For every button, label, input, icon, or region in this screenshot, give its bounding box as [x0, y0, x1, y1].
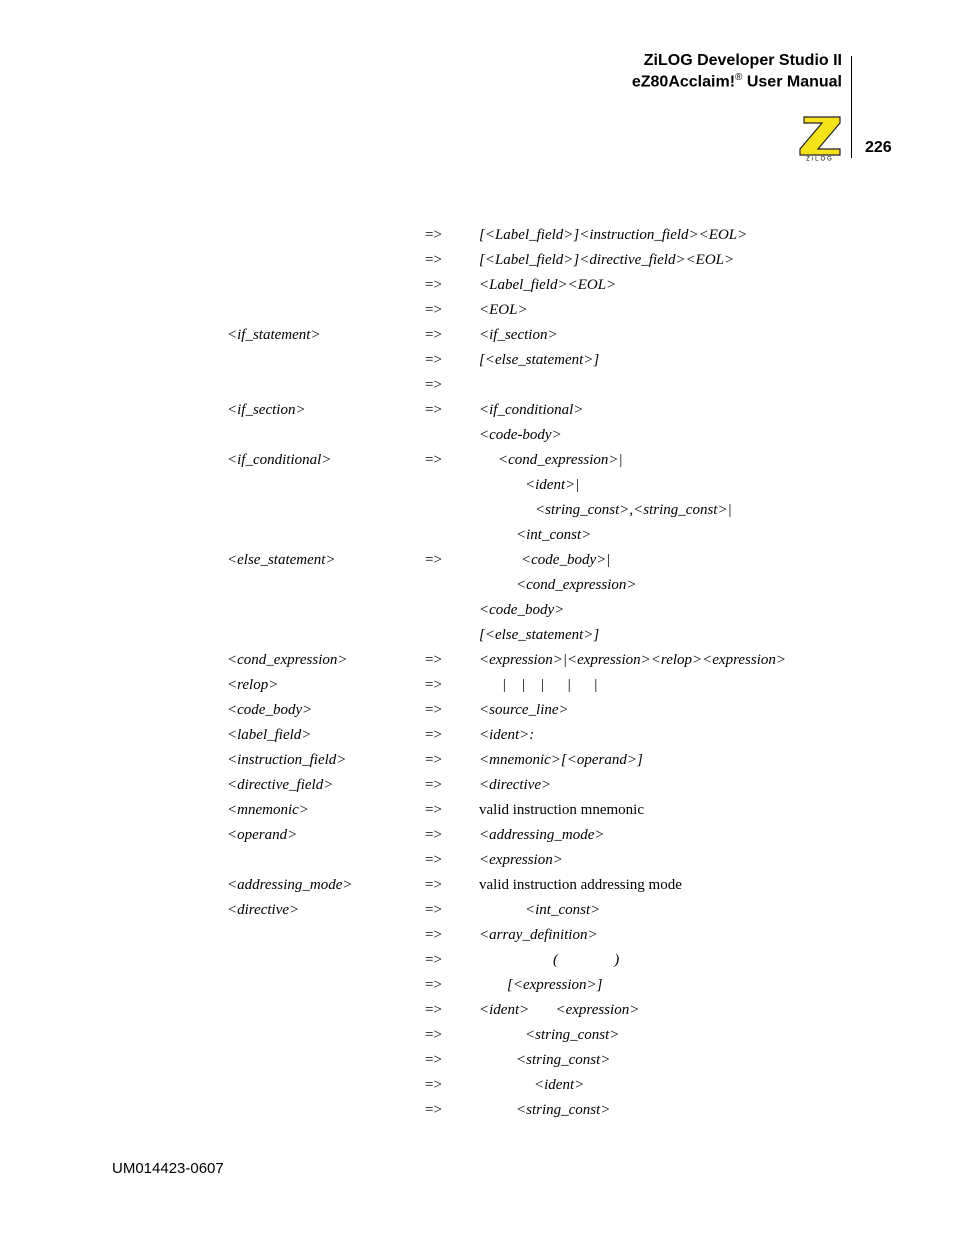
grammar-arrow: =>: [425, 927, 442, 943]
grammar-rhs: <mnemonic>[<operand>]: [479, 752, 643, 768]
grammar-row: [0, 424, 954, 449]
grammar-arrow: =>: [425, 977, 442, 993]
grammar-row: [0, 749, 954, 774]
grammar-row: [0, 1099, 954, 1124]
grammar-lhs: <code_body>: [227, 702, 313, 718]
grammar-row: [0, 974, 954, 999]
grammar-arrow: =>: [425, 652, 442, 668]
grammar-rhs: <code-body>: [479, 427, 562, 443]
grammar-lhs: <if_conditional>: [227, 452, 332, 468]
grammar-lhs: <cond_expression>: [227, 652, 348, 668]
grammar-arrow: =>: [425, 252, 442, 268]
grammar-rhs: <EOL>: [479, 302, 528, 318]
grammar-rhs: <if_section>: [479, 327, 558, 343]
grammar-rhs: <expression>: [479, 852, 563, 868]
grammar-rhs: [<Label_field>]<directive_field><EOL>: [479, 252, 735, 268]
grammar-row: [0, 349, 954, 374]
header-divider: [851, 56, 852, 158]
grammar-row: [0, 449, 954, 474]
grammar-rhs: <expression>|<expression><relop><expression>: [479, 652, 786, 668]
grammar-lhs: <instruction_field>: [227, 752, 347, 768]
grammar-rhs: [<else_statement>]: [479, 627, 600, 643]
grammar-rhs: <int_const>: [516, 527, 592, 543]
grammar-row: [0, 274, 954, 299]
grammar-arrow: =>: [425, 327, 442, 343]
grammar-arrow: =>: [425, 1027, 442, 1043]
zilog-logo-z-shape: [800, 117, 840, 155]
grammar-rhs: <ident>|: [525, 477, 580, 493]
grammar-arrow: =>: [425, 452, 442, 468]
grammar-arrow: =>: [425, 952, 442, 968]
grammar-arrow: =>: [425, 1052, 442, 1068]
grammar-rhs: valid instruction addressing mode: [479, 877, 682, 893]
grammar-row: [0, 1024, 954, 1049]
grammar-row: [0, 999, 954, 1024]
product-name: eZ80Acclaim!: [631, 73, 736, 91]
grammar-row: [0, 249, 954, 274]
grammar-row: [0, 899, 954, 924]
grammar-lhs: <directive_field>: [227, 777, 334, 793]
grammar-row: [0, 474, 954, 499]
grammar-rhs: <string_const>,<string_const>|: [535, 502, 732, 518]
grammar-rhs: [<expression>]: [507, 977, 603, 993]
grammar-lhs: <operand>: [227, 827, 298, 843]
grammar-lhs: <if_section>: [227, 402, 306, 418]
grammar-rhs: <addressing_mode>: [479, 827, 605, 843]
grammar-row: [0, 874, 954, 899]
grammar-row: [0, 324, 954, 349]
grammar-rhs: <cond_expression>: [516, 577, 637, 593]
grammar-arrow: =>: [425, 1002, 442, 1018]
grammar-arrow: =>: [425, 727, 442, 743]
grammar-lhs: <if_statement>: [227, 327, 321, 343]
grammar-row: [0, 674, 954, 699]
grammar-rhs: [<Label_field>]<instruction_field><EOL>: [479, 227, 748, 243]
grammar-row: [0, 299, 954, 324]
grammar-rhs: <code_body>: [479, 602, 565, 618]
manual-type: User Manual: [742, 73, 842, 91]
grammar-row: [0, 374, 954, 399]
grammar-row: [0, 649, 954, 674]
grammar-lhs: <label_field>: [227, 727, 312, 743]
grammar-rhs: [<else_statement>]: [479, 352, 600, 368]
grammar-rhs: <string_const>: [525, 1027, 620, 1043]
grammar-arrow: =>: [425, 552, 442, 568]
grammar-rhs: <array_definition>: [479, 927, 598, 943]
grammar-lhs: <directive>: [227, 902, 300, 918]
grammar-rhs: <ident>: [534, 1077, 585, 1093]
grammar-arrow: =>: [425, 702, 442, 718]
grammar-arrow: =>: [425, 902, 442, 918]
grammar-row: [0, 499, 954, 524]
grammar-row: [0, 549, 954, 574]
grammar-row: [0, 924, 954, 949]
grammar-arrow: =>: [425, 352, 442, 368]
grammar-rhs: <ident> <expression>: [479, 1002, 640, 1018]
grammar-arrow: =>: [425, 377, 442, 393]
grammar-arrow: =>: [425, 402, 442, 418]
grammar-rhs: <string_const>: [516, 1052, 611, 1068]
grammar-arrow: =>: [425, 802, 442, 818]
grammar-lhs: <mnemonic>: [227, 802, 309, 818]
grammar-arrow: =>: [425, 302, 442, 318]
grammar-rhs: | | | | |: [502, 677, 598, 693]
grammar-lhs: <addressing_mode>: [227, 877, 353, 893]
document-id: UM014423-0607: [112, 1160, 224, 1177]
grammar-rhs: valid instruction mnemonic: [479, 802, 644, 818]
zilog-logo: [796, 113, 844, 161]
grammar-arrow: =>: [425, 1102, 442, 1118]
grammar-row: [0, 724, 954, 749]
grammar-rhs: <cond_expression>|: [498, 452, 623, 468]
grammar-row: [0, 949, 954, 974]
grammar-row: [0, 599, 954, 624]
zilog-logo-wordmark: ZiLOG: [806, 156, 834, 161]
manual-title: ZiLOG Developer Studio II: [643, 52, 842, 69]
grammar-row: [0, 574, 954, 599]
grammar-row: [0, 224, 954, 249]
grammar-arrow: =>: [425, 877, 442, 893]
grammar-row: [0, 699, 954, 724]
manual-subtitle: [632, 72, 842, 91]
grammar-row: [0, 399, 954, 424]
grammar-rhs: <ident>:: [479, 727, 535, 743]
grammar-rhs: <code_body>|: [521, 552, 611, 568]
grammar-row: [0, 624, 954, 649]
page-number: 226: [865, 139, 892, 156]
grammar-row: [0, 774, 954, 799]
grammar-rhs: <source_line>: [479, 702, 569, 718]
grammar-lhs: <relop>: [227, 677, 279, 693]
registered-mark: ®: [735, 72, 743, 83]
grammar-rhs: <int_const>: [525, 902, 601, 918]
grammar-rules: [0, 224, 954, 1124]
grammar-rhs: ( ): [553, 952, 620, 968]
grammar-rhs: <if_conditional>: [479, 402, 584, 418]
grammar-rhs: <directive>: [479, 777, 552, 793]
grammar-row: [0, 1074, 954, 1099]
grammar-arrow: =>: [425, 227, 442, 243]
grammar-row: [0, 1049, 954, 1074]
grammar-arrow: =>: [425, 1077, 442, 1093]
grammar-arrow: =>: [425, 277, 442, 293]
grammar-arrow: =>: [425, 777, 442, 793]
grammar-arrow: =>: [425, 677, 442, 693]
grammar-arrow: =>: [425, 852, 442, 868]
grammar-arrow: =>: [425, 752, 442, 768]
grammar-rhs: <Label_field><EOL>: [479, 277, 617, 293]
grammar-row: [0, 799, 954, 824]
grammar-arrow: =>: [425, 827, 442, 843]
grammar-rhs: <string_const>: [516, 1102, 611, 1118]
grammar-row: [0, 824, 954, 849]
grammar-row: [0, 524, 954, 549]
grammar-lhs: <else_statement>: [227, 552, 336, 568]
grammar-row: [0, 849, 954, 874]
